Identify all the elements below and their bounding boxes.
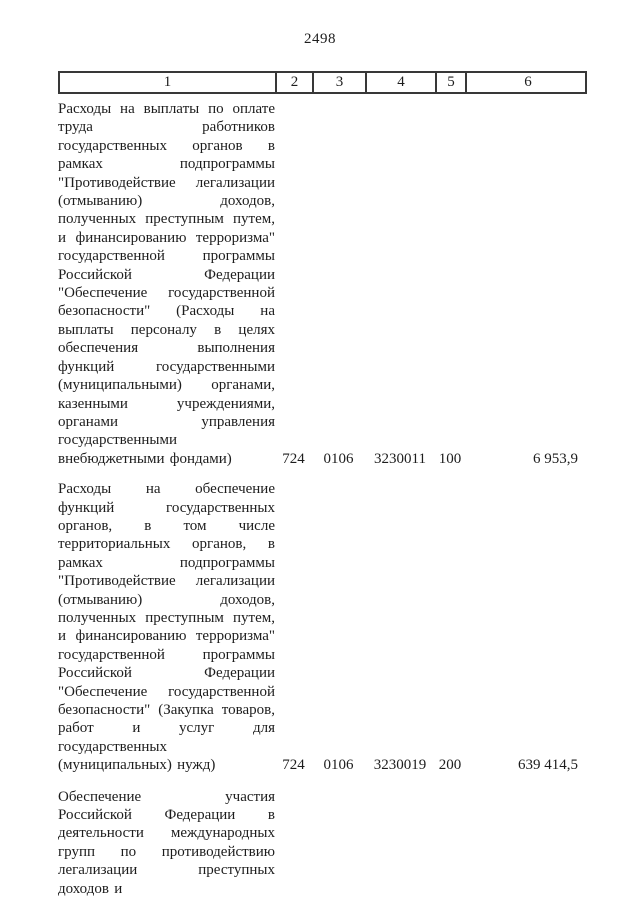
value-cell-amount: 639 414,5	[518, 757, 578, 774]
value-cell-col3: 0106	[323, 450, 354, 467]
value-cell-col4: 3230011	[374, 450, 426, 467]
row-description: Обеспечение участия Российской Федерации в деятельности международных групп по противодействию легализации преступных доходов и	[58, 788, 275, 897]
table-row	[58, 100, 587, 468]
row-description: Расходы на выплаты по оплате труда работников государственных органов в рамках подпрограммы "Противодействие легализации (отмыванию) доходов, полученных преступным путем, и финансированию терроризма" государственной программы Российской Федерации "Обеспечение государственной безопасности" (Расходы на выплаты персоналу в целях обеспечения выполнения функций государственными (муниципальными) органами, казенными учреждениями, органами управления государственными внебюджетными фондами)	[58, 101, 275, 467]
value-cell-col2: 724	[282, 450, 305, 467]
table-row	[58, 480, 587, 775]
value-cell-col5: 200	[438, 757, 462, 774]
header-cell-3: 3	[314, 73, 367, 92]
header-cell-6: 6	[524, 74, 532, 90]
page-number: 2498	[304, 31, 336, 47]
header-cell-2: 2	[277, 73, 314, 92]
value-cell-col2: 724	[282, 757, 305, 774]
value-cell-col3: 0106	[323, 757, 354, 774]
table-header-row	[58, 71, 587, 94]
budget-table	[58, 71, 587, 898]
header-cell-5: 5	[437, 73, 467, 92]
table-row	[58, 788, 587, 898]
row-description: Расходы на обеспечение функций государственных органов, в том числе территориальных органов, в рамках подпрограммы "Противодействие легализации (отмыванию) доходов, полученных преступным путем, и финансированию терроризма" государственной программы Российской Федерации "Обеспечение государственной безопасности" (Закупка товаров, работ и услуг для государственных (муниципальных) нужд)	[58, 481, 275, 774]
value-cell-amount: 6 953,9	[533, 450, 578, 467]
header-cell-1: 1	[60, 73, 277, 92]
value-cell-col5: 100	[438, 450, 462, 467]
value-cell-col4: 3230019	[373, 757, 427, 774]
header-cell-4: 4	[367, 73, 437, 92]
